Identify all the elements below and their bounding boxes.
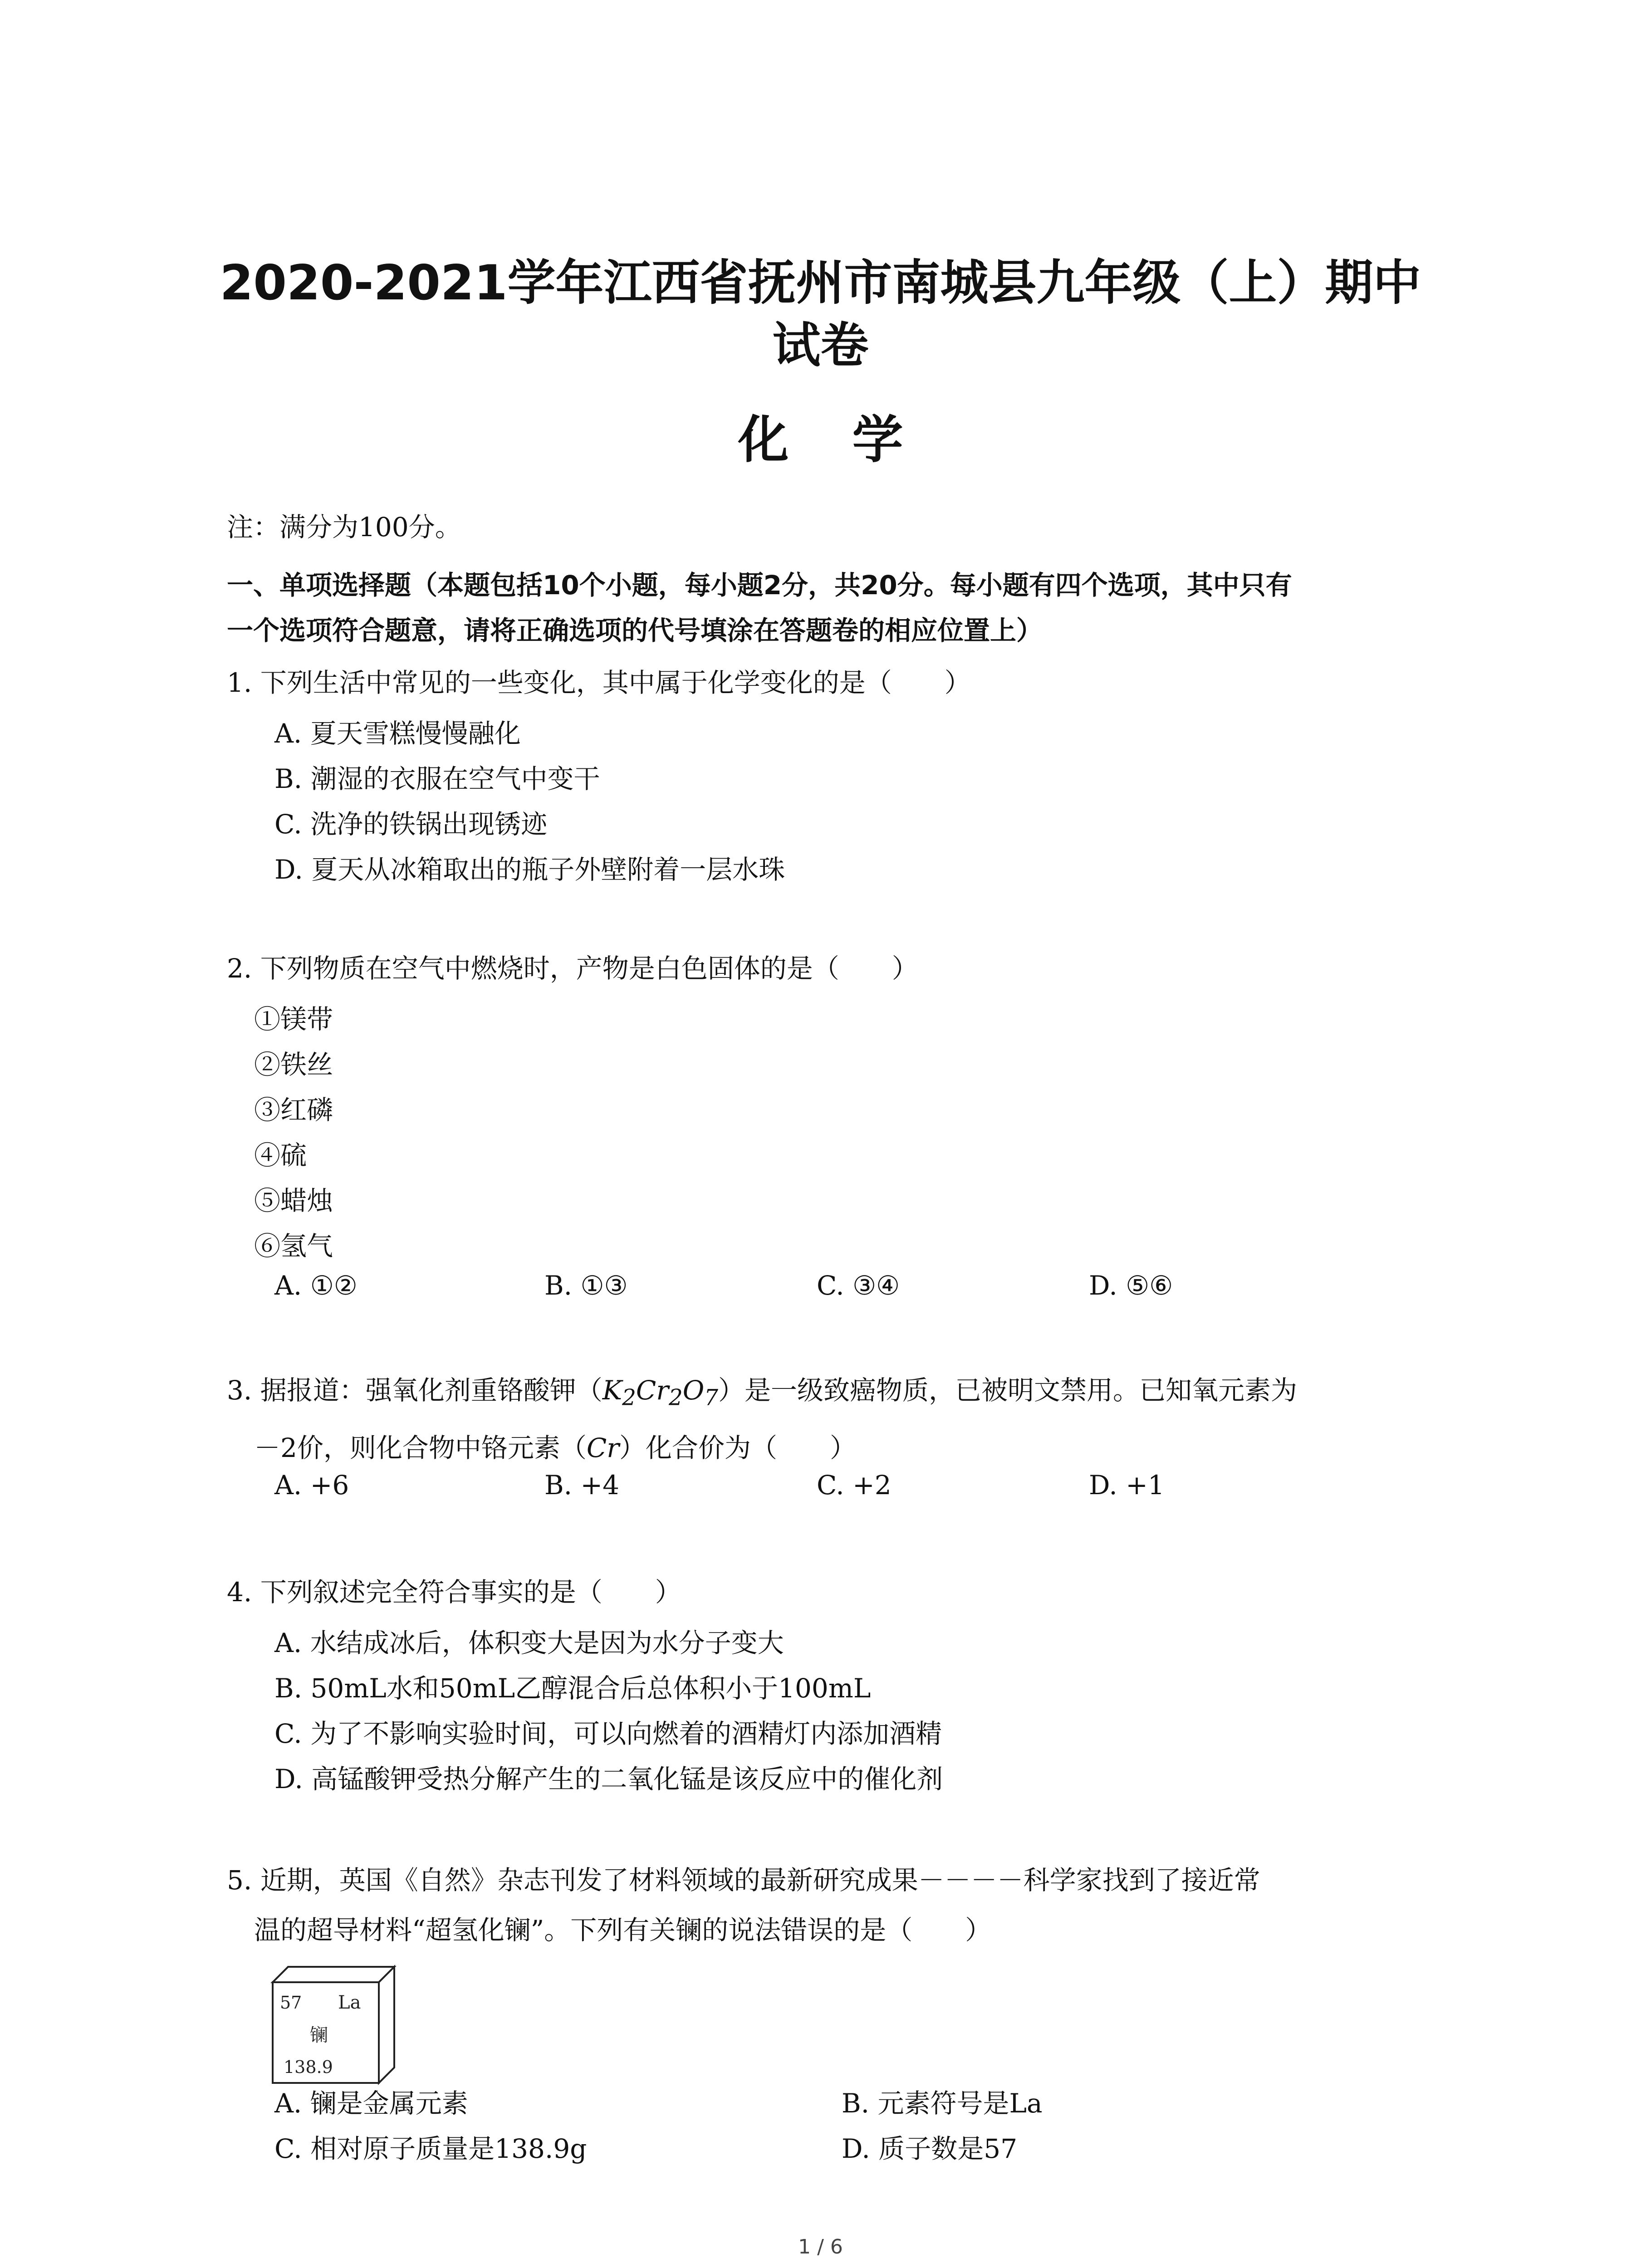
question-4-option-a: A. 水结成冰后，体积变大是因为水分子变大 xyxy=(274,1628,784,1658)
score-note: 注：满分为100分。 xyxy=(227,512,461,543)
question-2-item-2: ②铁丝 xyxy=(254,1049,333,1080)
page-number: 1 / 6 xyxy=(798,2235,843,2258)
section-heading-line-1: 一、单项选择题（本题包括10个小题，每小题2分，共20分。每小题有四个选项，其中只有 xyxy=(227,570,1292,601)
question-3-element-symbol: Cr xyxy=(586,1432,620,1463)
question-2-item-5: ⑤蜡烛 xyxy=(254,1185,333,1216)
question-3-formula: $K_2Cr_2O_7$ xyxy=(602,1375,719,1411)
question-2-item-4: ④硫 xyxy=(254,1140,307,1171)
section-heading xyxy=(227,562,1452,653)
question-2-item-3: ③红磷 xyxy=(254,1095,333,1125)
element-atomic-number: 57 xyxy=(280,1993,302,2013)
question-3-line-2-post: ）化合价为（ ） xyxy=(619,1432,857,1463)
question-3-option-a: A. +6 xyxy=(274,1470,349,1501)
question-5-option-b: B. 元素符号是La xyxy=(842,2088,1043,2119)
question-3-stem-post: ）是一级致癌物质，已被明文禁用。已知氧元素为 xyxy=(718,1375,1298,1406)
section-heading-line-2: 一个选项符合题意，请将正确选项的代号填涂在答题卷的相应位置上） xyxy=(227,615,1043,646)
element-name: 镧 xyxy=(310,2025,328,2046)
question-1-option-a: A. 夏天雪糕慢慢融化 xyxy=(274,718,521,749)
question-3-stem xyxy=(227,1365,1452,1473)
question-5-stem xyxy=(227,1855,1452,1955)
question-1-stem: 1. 下列生活中常见的一些变化，其中属于化学变化的是（ ） xyxy=(227,667,971,698)
question-5-option-d: D. 质子数是57 xyxy=(842,2133,1018,2164)
exam-title xyxy=(0,252,1641,377)
question-2-option-d: D. ⑤⑥ xyxy=(1089,1270,1173,1301)
question-3-option-b: B. +4 xyxy=(544,1470,619,1501)
question-4-stem: 4. 下列叙述完全符合事实的是（ ） xyxy=(227,1577,681,1608)
question-3-line-2-pre: －2价，则化合物中铬元素（ xyxy=(254,1432,587,1463)
element-card-side-face xyxy=(379,1967,394,2083)
title-line-1: 2020-2021学年江西省抚州市南城县九年级（上）期中 xyxy=(220,255,1421,311)
question-2-option-a: A. ①② xyxy=(274,1270,358,1301)
question-2-item-1: ①镁带 xyxy=(254,1004,333,1035)
question-3-line-1 xyxy=(227,1365,1452,1423)
question-3-option-c: C. +2 xyxy=(817,1470,892,1501)
question-3-line-2 xyxy=(227,1423,1452,1473)
question-1-option-b: B. 潮湿的衣服在空气中变干 xyxy=(274,763,600,794)
question-3-option-d: D. +1 xyxy=(1089,1470,1165,1501)
question-5-option-c: C. 相对原子质量是138.9g xyxy=(274,2133,587,2164)
question-3-stem-pre: 3. 据报道：强氧化剂重铬酸钾（ xyxy=(227,1375,603,1406)
question-2-item-6: ⑥氢气 xyxy=(254,1231,333,1261)
element-symbol: La xyxy=(338,1992,361,2013)
question-1-option-d: D. 夏天从冰箱取出的瓶子外壁附着一层水珠 xyxy=(274,854,785,885)
question-2-option-b: B. ①③ xyxy=(544,1270,628,1301)
question-5-line-1: 5. 近期，英国《自然》杂志刊发了材料领域的最新研究成果－－－－科学家找到了接近常 xyxy=(227,1865,1260,1896)
element-card-top-face xyxy=(273,1967,394,1982)
element-atomic-mass: 138.9 xyxy=(284,2057,333,2077)
question-4-option-b: B. 50mL水和50mL乙醇混合后总体积小于100mL xyxy=(274,1673,871,1704)
title-line-2: 试卷 xyxy=(772,318,869,373)
question-1-option-c: C. 洗净的铁锅出现锈迹 xyxy=(274,809,548,840)
question-5-option-a: A. 镧是金属元素 xyxy=(274,2088,468,2119)
question-2-option-c: C. ③④ xyxy=(817,1270,900,1301)
question-2-stem: 2. 下列物质在空气中燃烧时，产物是白色固体的是（ ） xyxy=(227,953,918,984)
subject-title: 化学 xyxy=(738,411,967,469)
question-4-option-c: C. 为了不影响实验时间，可以向燃着的酒精灯内添加酒精 xyxy=(274,1718,942,1749)
question-5-line-2: 温的超导材料“超氢化镧”。下列有关镧的说法错误的是（ ） xyxy=(254,1915,992,1945)
lanthanum-element-card xyxy=(270,1964,397,2087)
question-4-option-d: D. 高锰酸钾受热分解产生的二氧化锰是该反应中的催化剂 xyxy=(274,1764,943,1794)
